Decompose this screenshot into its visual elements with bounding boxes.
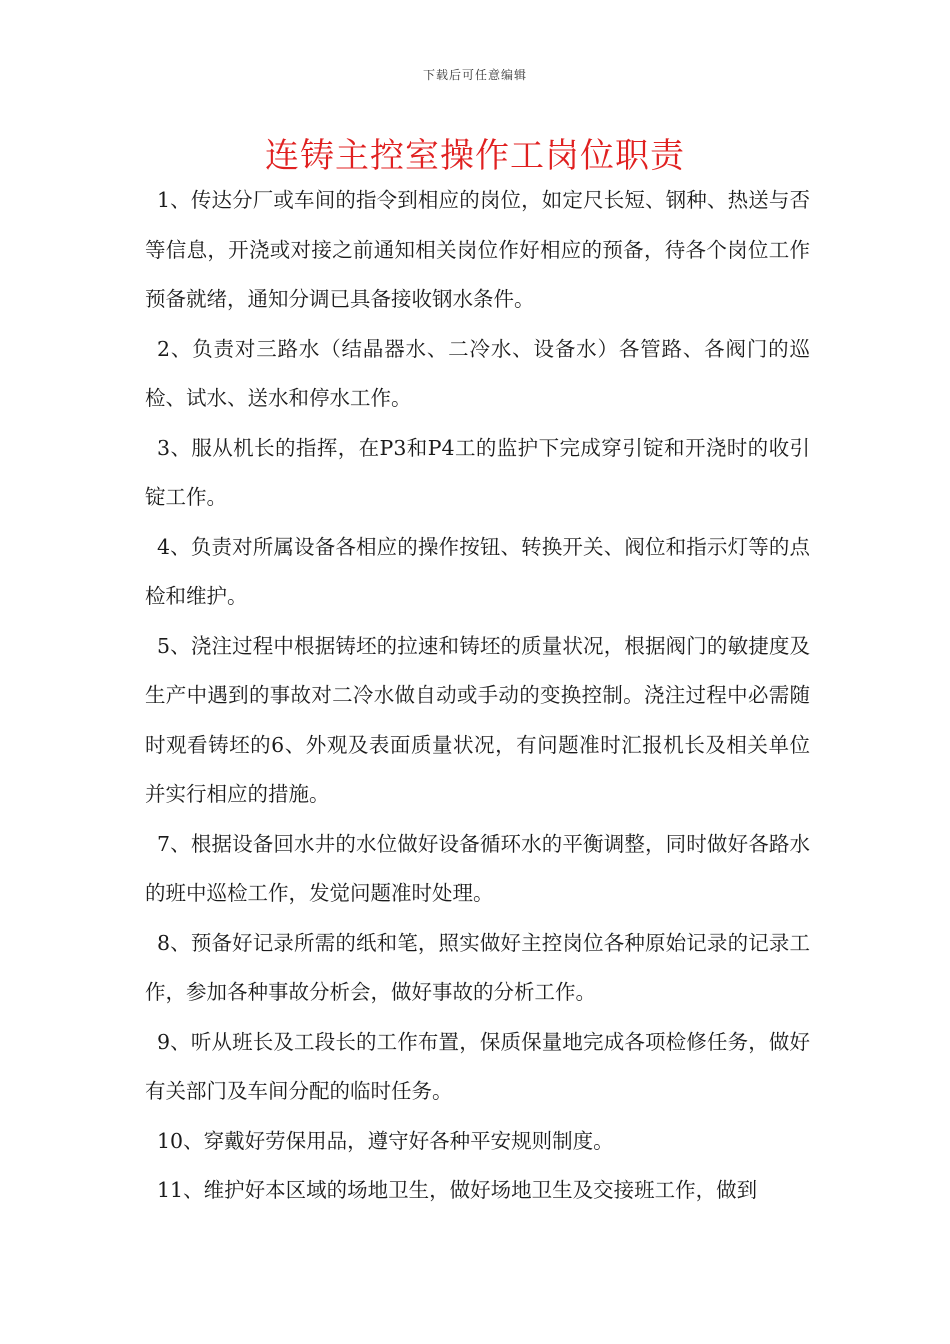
duty-item-10: 10、穿戴好劳保用品，遵守好各种平安规则制度。 xyxy=(157,1128,614,1153)
document-body xyxy=(145,176,810,1216)
document-title: 连铸主控室操作工岗位职责 xyxy=(265,136,685,176)
duty-item-2: 2、负责对三路水（结晶器水、二冷水、设备水）各管路、各阀门的巡检、试水、送水和停水工作。 xyxy=(145,336,810,410)
duty-item-9: 9、听从班长及工段长的工作布置，保质保量地完成各项检修任务，做好有关部门及车间分配的临时任务。 xyxy=(145,1029,810,1103)
duty-item-1: 1、传达分厂或车间的指令到相应的岗位，如定尺长短、钢种、热送与否等信息，开浇或对接之前通知相关岗位作好相应的预备，待各个岗位工作预备就绪，通知分调已具备接收钢水条件。 xyxy=(145,188,810,311)
duty-item-4: 4、负责对所属设备各相应的操作按钮、转换开关、阀位和指示灯等的点检和维护。 xyxy=(145,534,810,608)
duty-item-7: 7、根据设备回水井的水位做好设备循环水的平衡调整，同时做好各路水的班中巡检工作，发觉问题准时处理。 xyxy=(145,831,810,905)
page-header-note: 下载后可任意编辑 xyxy=(422,68,527,82)
duty-item-3: 3、服从机长的指挥，在P3和P4工的监护下完成穿引锭和开浇时的收引锭工作。 xyxy=(145,435,810,509)
duty-item-11: 11、维护好本区域的场地卫生，做好场地卫生及交接班工作，做到 xyxy=(157,1178,758,1202)
duty-item-5: 5、浇注过程中根据铸坯的拉速和铸坯的质量状况，根据阀门的敏捷度及生产中遇到的事故对二冷水做自动或手动的变换控制。浇注过程中必需随时观看铸坯的6、外观及表面质量状况，有问题准时汇报机长及相关单位并实行相应的措施。 xyxy=(145,633,810,806)
duty-item-8: 8、预备好记录所需的纸和笔，照实做好主控岗位各种原始记录的记录工作，参加各种事故分析会，做好事故的分析工作。 xyxy=(145,930,810,1004)
